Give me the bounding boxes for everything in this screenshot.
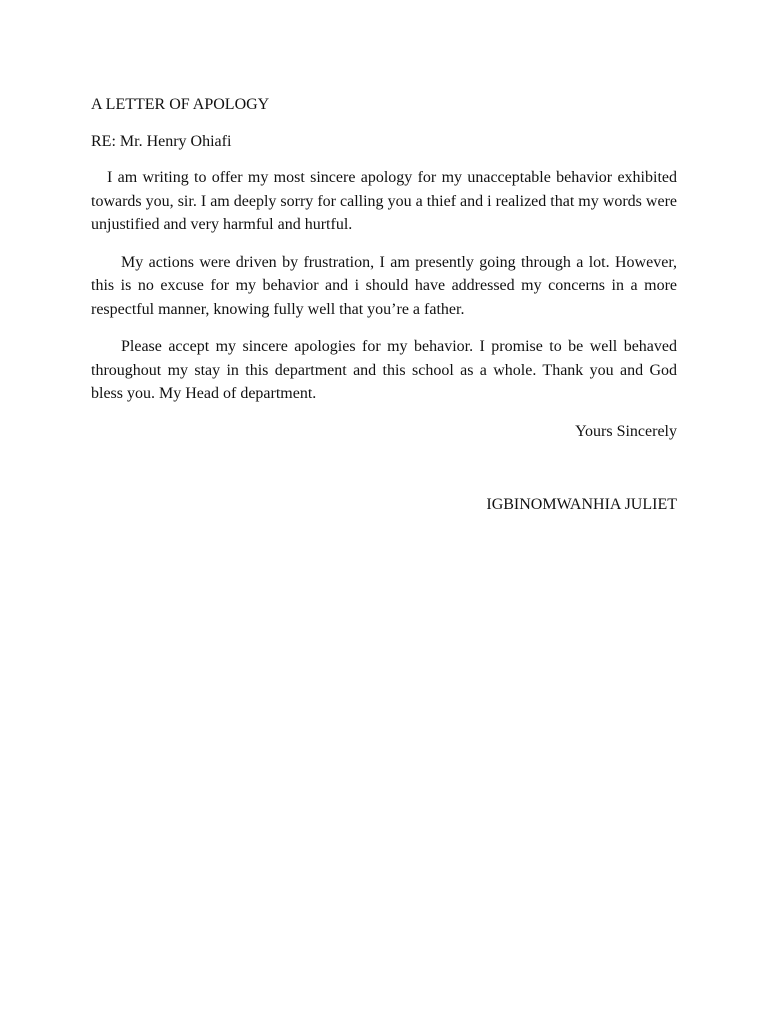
paragraph-2: My actions were driven by frustration, I am presently going through a lot. However, this is no excuse for my behavior and i should have addressed my concerns in a more respectful manner, knowing fully well that you’re a father. <box>91 253 677 318</box>
signature-name: IGBINOMWANHIA JULIET <box>486 496 677 513</box>
paragraph-1: I am writing to offer my most sincere apology for my unacceptable behavior exhibited towards you, sir. I am deeply sorry for calling you a thief and i realized that my words were unjustified and very harmful and hurtful. <box>91 169 677 233</box>
letter-title: A LETTER OF APOLOGY <box>91 96 270 113</box>
letter-body <box>91 93 677 517</box>
re-line: RE: Mr. Henry Ohiafi <box>91 132 232 150</box>
closing-line: Yours Sincerely <box>575 422 677 440</box>
paragraph-3: Please accept my sincere apologies for my behavior. I promise to be well behaved throughout my stay in this department and this school as a whole. Thank you and God bless you. My Head of department. <box>91 338 677 402</box>
